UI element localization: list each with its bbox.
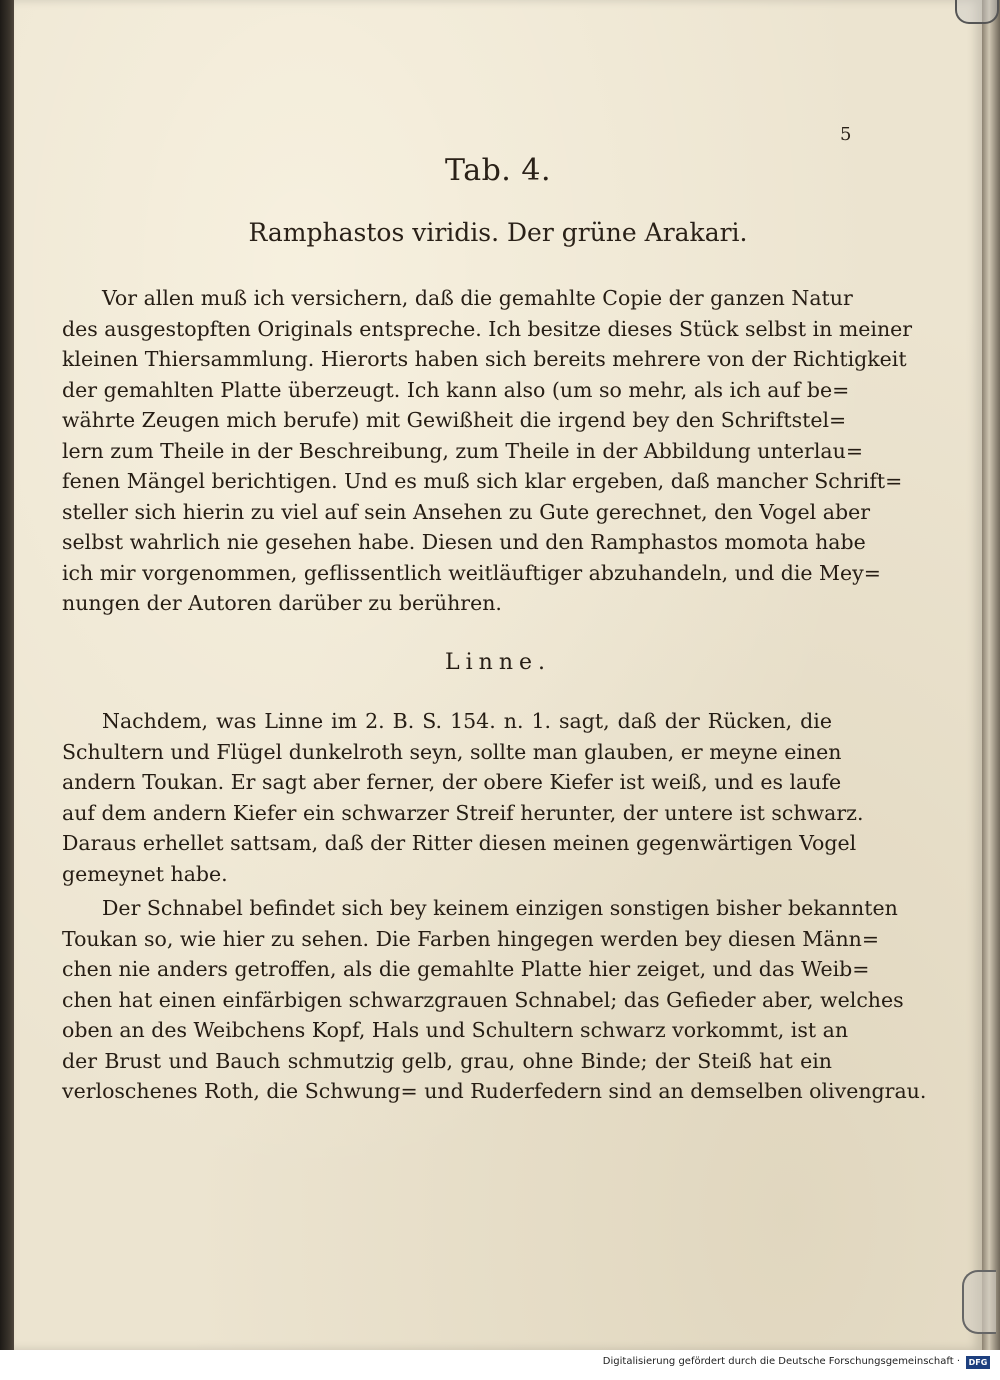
scanned-page: [14, 0, 982, 1350]
page-subtitle: Ramphastos viridis. Der grüne Arakari.: [248, 218, 748, 247]
text-line: Daraus erhellet sattsam, daß der Ritter diesen meinen gegenwärtigen Vogel: [62, 831, 857, 855]
text-line: verloschenes Roth, die Schwung= und Ruderfedern sind an demselben olivengrau.: [62, 1079, 927, 1103]
text-line: kleinen Thiersammlung. Hierorts haben sich bereits mehrere von der Richtigkeit: [62, 347, 907, 371]
page-right-edge: [982, 0, 1000, 1350]
text-line: gemeynet habe.: [62, 861, 228, 886]
scanner-clip-top: [955, 0, 999, 24]
text-line: andern Toukan. Er sagt aber ferner, der obere Kiefer ist weiß, und es laufe: [62, 770, 842, 794]
text-line: chen nie anders getroffen, als die gemahlte Platte hier zeiget, und das Weib=: [62, 957, 870, 981]
text-line: auf dem andern Kiefer ein schwarzer Streif herunter, der untere ist schwarz.: [62, 800, 864, 825]
text-line: Toukan so, wie hier zu sehen. Die Farben hingegen werden bey diesen Männ=: [62, 926, 880, 951]
text-line: währte Zeugen mich berufe) mit Gewißheit die irgend bey den Schriftstel=: [62, 408, 847, 432]
footer-credit: Digitalisierung gefördert durch die Deutsche Forschungsgemeinschaft ·: [602, 1356, 960, 1367]
beak-paragraph: [62, 893, 927, 1107]
text-line: der Brust und Bauch schmutzig gelb, grau, ohne Binde; der Steiß hat ein: [62, 1048, 832, 1073]
page-number: 5: [840, 124, 852, 145]
text-line: der gemahlten Platte überzeugt. Ich kann also (um so mehr, als ich auf be=: [62, 377, 850, 402]
text-line: fenen Mängel berichtigen. Und es muß sich klar ergeben, daß mancher Schrift=: [62, 469, 903, 493]
text-line: Vor allen muß ich versichern, daß die gemahlte Copie der ganzen Natur: [102, 286, 853, 310]
text-line: selbst wahrlich nie gesehen habe. Diesen und den Ramphastos momota habe: [62, 530, 866, 554]
dfg-logo: DFG: [966, 1356, 990, 1369]
text-line: des ausgestopften Originals entspreche. Ich besitze dieses Stück selbst in meiner: [62, 316, 913, 341]
text-line: Schultern und Flügel dunkelroth seyn, sollte man glauben, er meyne einen: [62, 739, 842, 764]
scanner-clip-bottom: [962, 1270, 996, 1334]
linne-paragraph: [62, 706, 864, 889]
text-line: steller sich hierin zu viel auf sein Ansehen zu Gute gerechnet, den Vogel aber: [62, 499, 871, 524]
text-line: oben an des Weibchens Kopf, Hals und Schultern schwarz vorkommt, ist an: [62, 1018, 849, 1042]
text-line: nungen der Autoren darüber zu berühren.: [62, 591, 502, 615]
text-line: Der Schnabel befindet sich bey keinem einzigen sonstigen bisher bekannten: [102, 896, 898, 920]
text-line: ich mir vorgenommen, geflissentlich weitläuftiger abzuhandeln, und die Mey=: [62, 560, 881, 585]
text-line: lern zum Theile in der Beschreibung, zum Theile in der Abbildung unterlau=: [62, 438, 863, 463]
section-heading: Linne.: [445, 650, 551, 675]
page-title: Tab. 4.: [445, 153, 551, 188]
intro-paragraph: [62, 283, 913, 619]
text-line: chen hat einen einfärbigen schwarzgrauen Schnabel; das Gefieder aber, welches: [62, 987, 904, 1012]
text-line: Nachdem, was Linne im 2. B. S. 154. n. 1. sagt, daß der Rücken, die: [102, 709, 832, 733]
